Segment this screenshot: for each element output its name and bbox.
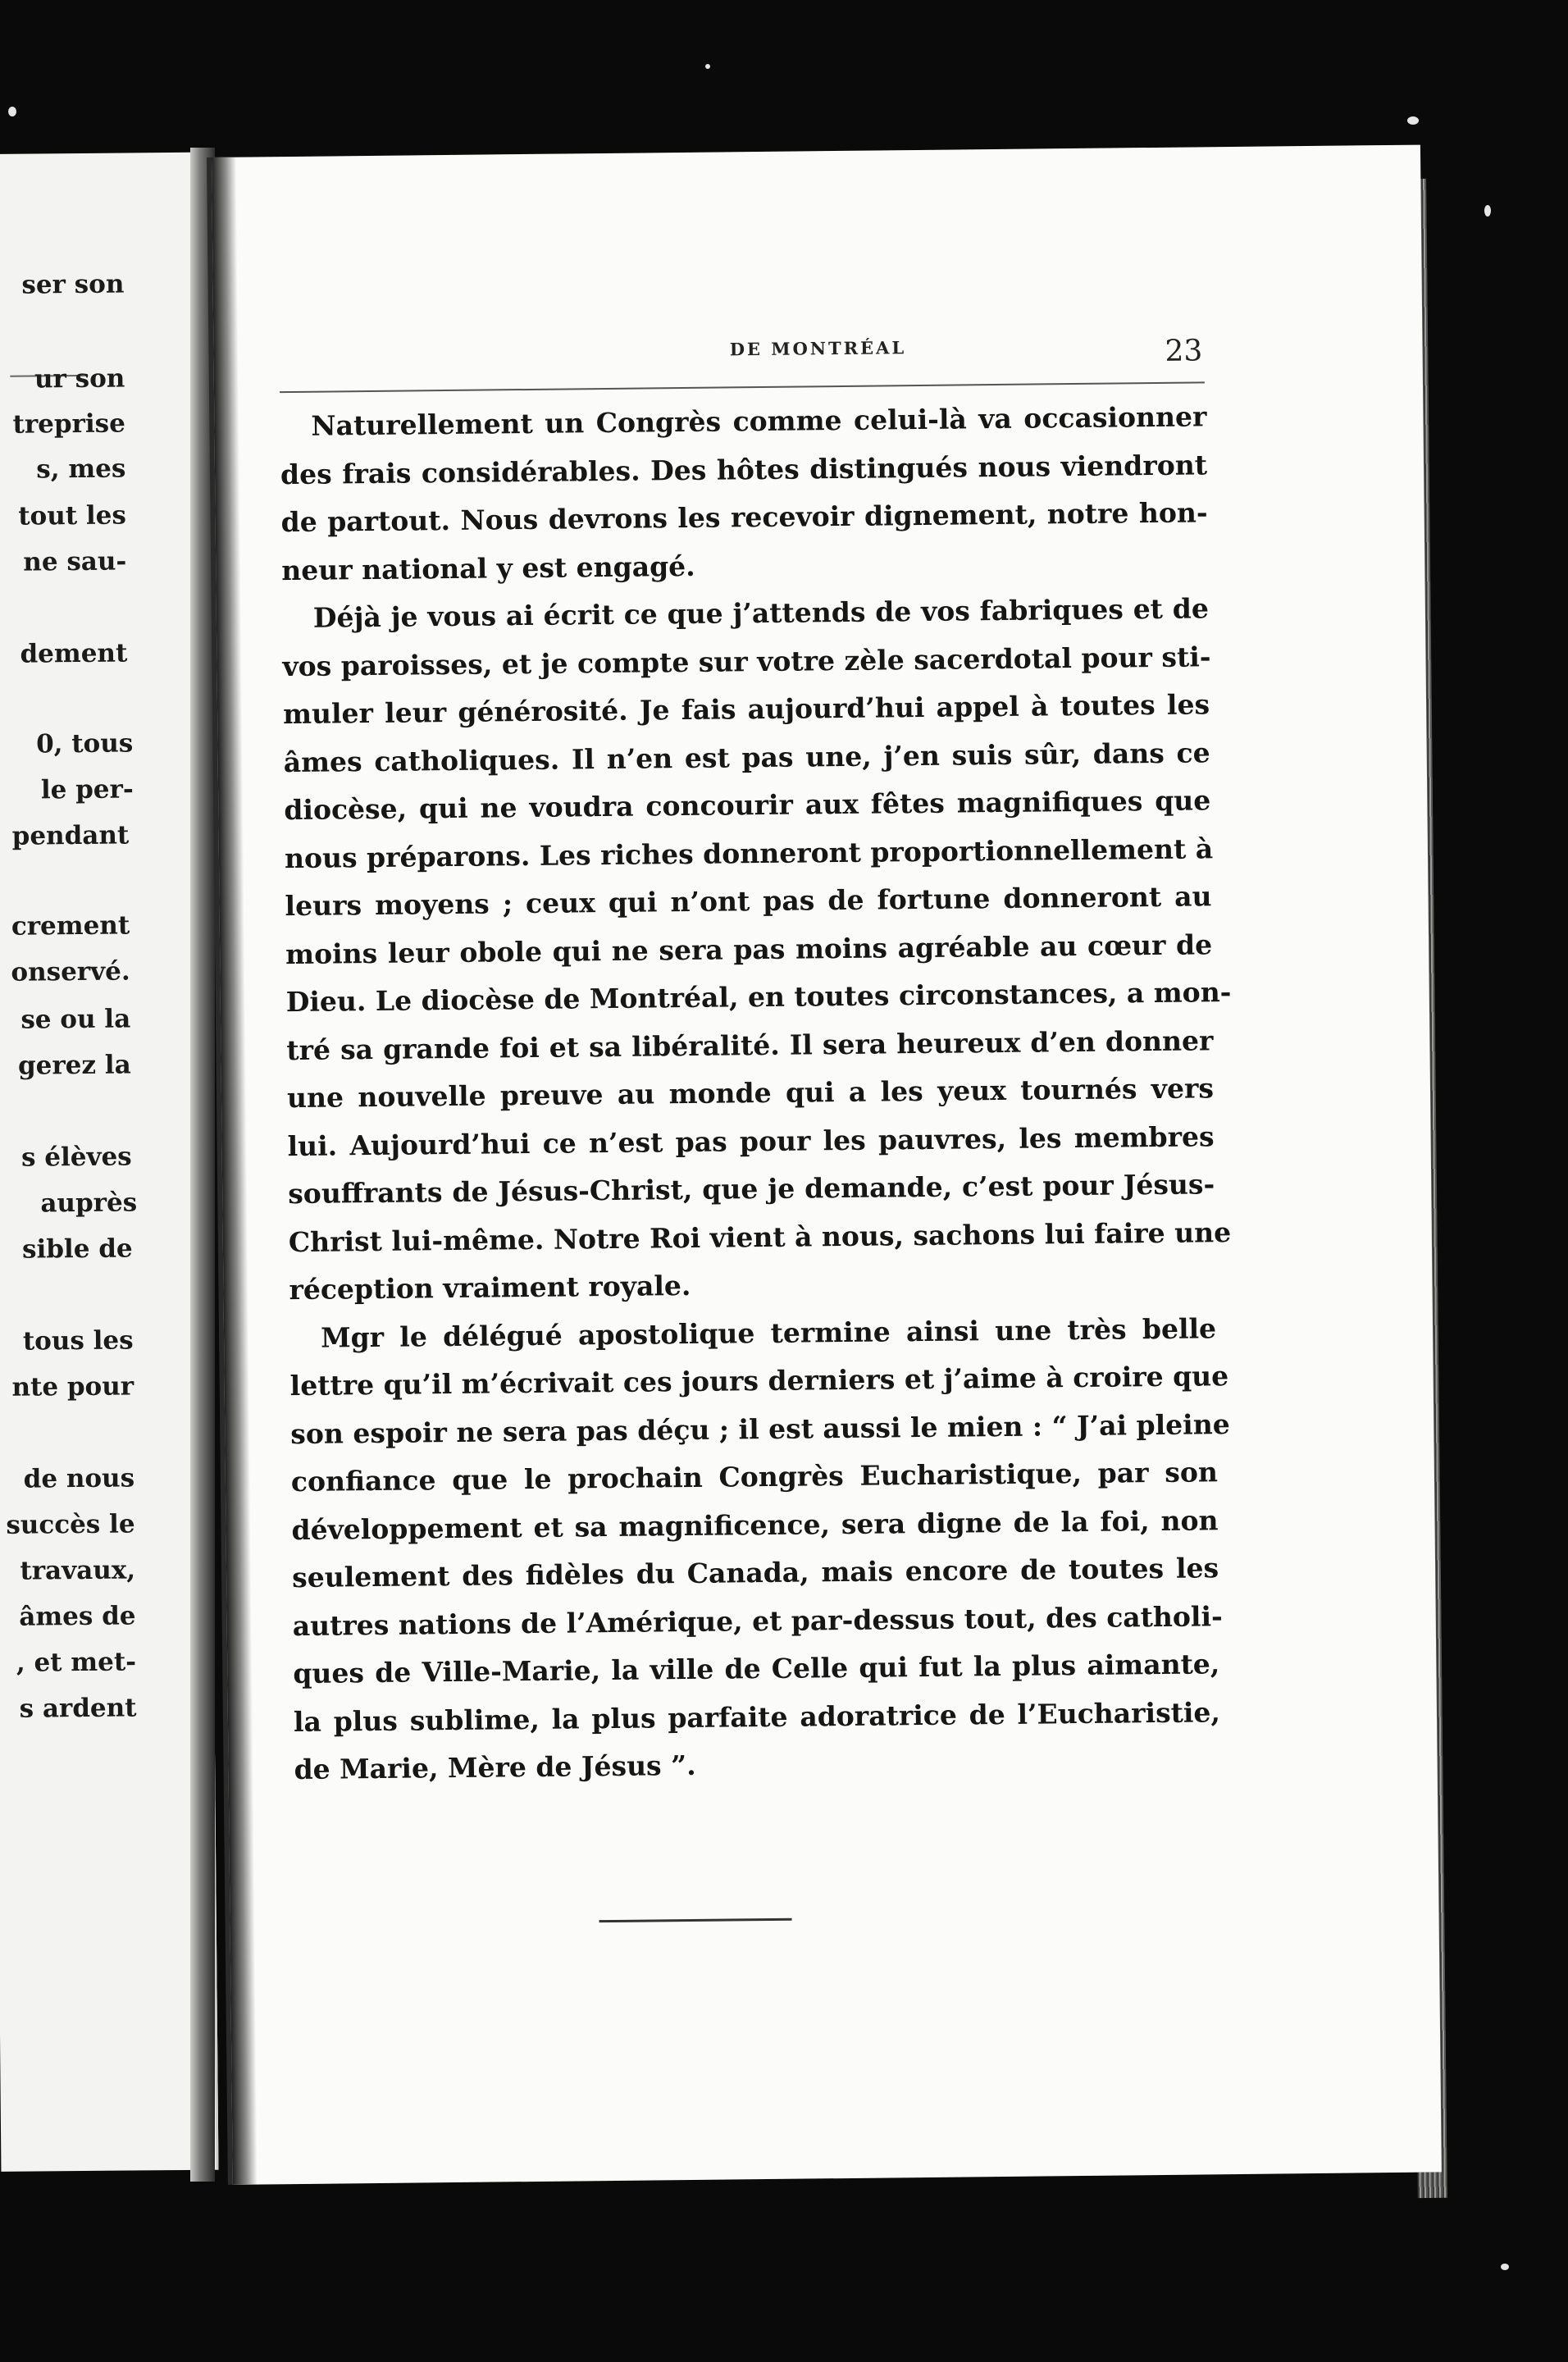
previous-page-fragment [0, 153, 218, 2172]
left-page-fragment-line: ser son [21, 269, 125, 300]
text-line: souffrants de Jésus-Christ, que je demande, c’est pour Jésus- [288, 1168, 1215, 1211]
text-line: son espoir ne sera pas déçu ; il est aussi le mien : “ J’ai pleine [290, 1407, 1230, 1450]
running-head: DE MONTRÉAL [729, 337, 907, 360]
text-line: âmes catholiques. Il n’en est pas une, j’en suis sûr, dans ce [283, 736, 1210, 778]
left-page-fragment-line: ne sau- [23, 546, 127, 577]
text-line: Christ lui-même. Notre Roi vient à nous, sachons lui faire une [288, 1215, 1232, 1258]
text-line: neur national y est engagé. [281, 549, 695, 586]
text-line: développement et sa magnificence, sera digne de la foi, non [291, 1503, 1219, 1546]
left-page-fragment-line: âmes de [19, 1601, 136, 1632]
left-page-fragment-line: pendant [11, 820, 130, 851]
text-line: Naturellement un Congrès comme celui-là va occasionner [311, 400, 1207, 442]
text-line: des frais considérables. Des hôtes distingués nous viendront [280, 448, 1208, 490]
text-line: muler leur générosité. Je fais aujourd’hui appel à toutes les [282, 688, 1210, 731]
spine-shadow [212, 157, 258, 2185]
text-line: tré sa grande foi et sa libéralité. Il sera heureux d’en donner [286, 1024, 1214, 1066]
left-page-fragment-line: 0, tous [35, 728, 134, 759]
left-page-fragment-line: s ardent [19, 1693, 137, 1724]
page-number: 23 [1165, 334, 1203, 368]
film-speck [1407, 116, 1419, 125]
text-line: de Marie, Mère de Jésus ”. [294, 1749, 696, 1786]
text-line: confiance que le prochain Congrès Eucharistique, par son [290, 1456, 1219, 1498]
text-line: Déjà je vous ai écrit ce que j’attends de vos fabriques et de [312, 592, 1210, 634]
left-page-fragment-line: treprise [12, 408, 126, 440]
text-line: vos paroisses, et je compte sur votre zèle sacerdotal pour sti- [282, 640, 1211, 682]
text-line: lettre qu’il m’écrivait ces jours derniers et j’aime à croire que [289, 1360, 1229, 1402]
left-page-fragment-line: , et met- [16, 1647, 137, 1678]
left-page-fragment-line: de nous [23, 1463, 135, 1494]
left-page-fragment-line: tout les [18, 500, 127, 531]
text-line: la plus sublime, la plus parfaite adoratrice de l’Eucharistie, [293, 1695, 1221, 1738]
film-speck [705, 64, 710, 69]
text-line: lui. Aujourd’hui ce n’est pas pour les pauvres, les membres [287, 1119, 1215, 1162]
left-page-fragment-line: succès le [6, 1509, 135, 1540]
text-line: nous préparons. Les riches donneront proportionnellement à [284, 832, 1214, 874]
left-page-fragment-line: se ou la [21, 1004, 131, 1035]
left-page-fragment-line: ur son [34, 363, 125, 394]
left-page-fragment-line: le per- [40, 774, 134, 805]
text-line: Mgr le délégué apostolique termine ainsi une très belle [320, 1311, 1217, 1354]
left-page-fragment-line: dement [20, 638, 128, 669]
left-page-fragment-line: sible de [21, 1233, 133, 1265]
book-gutter [190, 148, 215, 2182]
left-page-fragment-line: gerez la [17, 1050, 131, 1081]
text-line: réception vraiment royale. [289, 1269, 691, 1306]
left-page-fragment-line: tous les [22, 1325, 134, 1357]
body-text [280, 393, 1232, 1794]
header-rule [280, 381, 1205, 393]
end-rule [599, 1918, 792, 1922]
left-page-fragment-line: nte pour [11, 1371, 134, 1402]
left-page-fragment-line: onservé. [11, 956, 130, 987]
text-line: autres nations de l’Amérique, et par-dessus tout, des catholi- [292, 1599, 1223, 1642]
left-page-fragment-line: travaux, [20, 1555, 136, 1586]
film-speck [8, 107, 16, 116]
text-line: une nouvelle preuve au monde qui a les yeux tournés vers [286, 1072, 1215, 1115]
text-line: moins leur obole qui ne sera pas moins agréable au cœur de [285, 928, 1213, 970]
left-page-fragment-line: auprès [40, 1188, 138, 1219]
left-page-fragment-line: s élèves [21, 1142, 132, 1173]
film-speck [1484, 205, 1491, 217]
text-line: Dieu. Le diocèse de Montréal, en toutes circonstances, a mon- [285, 976, 1232, 1019]
left-page-fragment-line: crement [11, 910, 130, 942]
text-line: diocèse, qui ne voudra concourir aux fêtes magnifiques que [284, 784, 1211, 827]
text-line: ques de Ville-Marie, la ville de Celle qui fut la plus aimante, [293, 1648, 1220, 1690]
text-line: leurs moyens ; ceux qui n’ont pas de fortune donneront au [285, 880, 1212, 923]
book-page [212, 145, 1442, 2185]
film-speck [1501, 2264, 1509, 2270]
text-line: seulement des fidèles du Canada, mais encore de toutes les [291, 1552, 1219, 1594]
text-line: de partout. Nous devrons les recevoir dignement, notre hon- [280, 496, 1208, 539]
left-page-fragment-line: s, mes [36, 454, 126, 485]
